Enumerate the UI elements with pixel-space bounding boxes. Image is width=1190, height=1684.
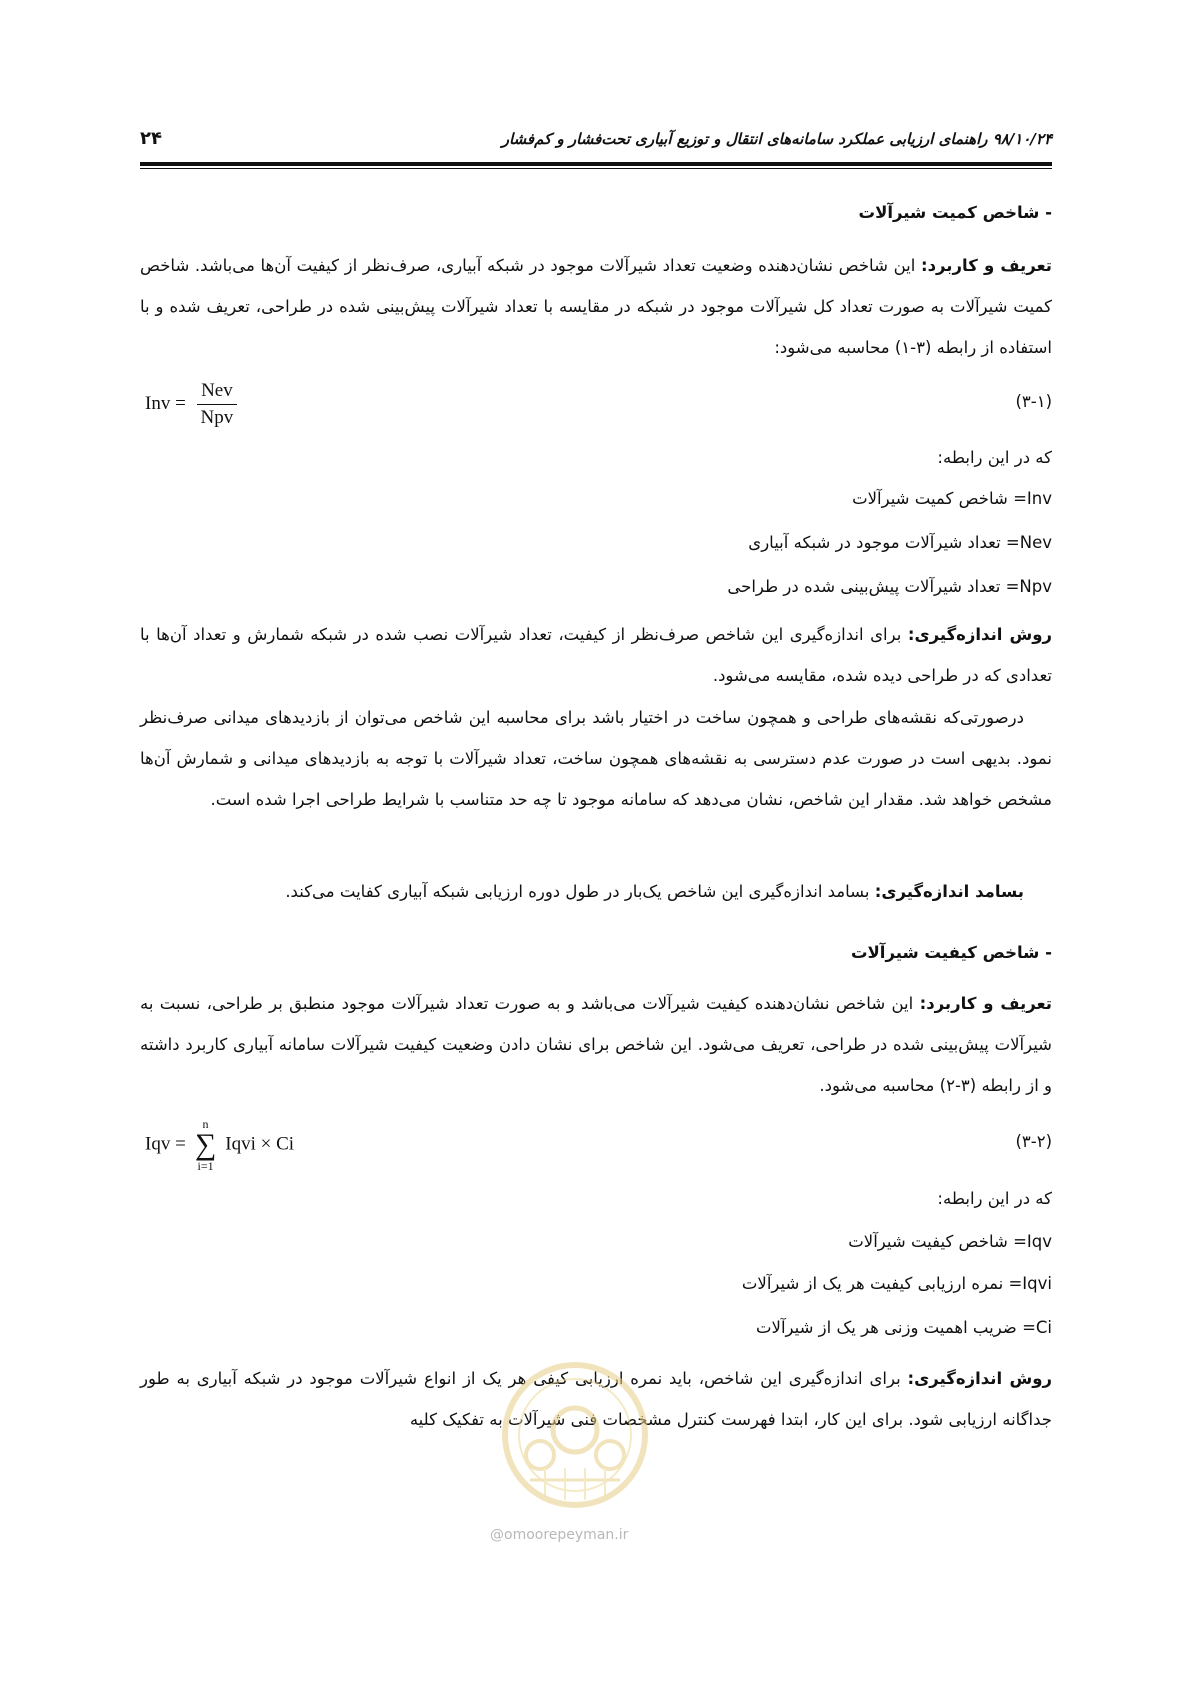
- where-label: که در این رابطه:: [937, 448, 1052, 467]
- variable-symbol: Ci: [1035, 1318, 1052, 1337]
- frequency-text: بسامد اندازه‌گیری این شاخص یک‌بار در طول دوره ارزیابی شبکه آبیاری کفایت می‌کند.: [285, 882, 875, 901]
- definition-text: این شاخص نشان‌دهنده کیفیت شیرآلات می‌باشد و به صورت تعداد شیرآلات موجود منطبق بر طراحی، نسبت به شیرآلات پیش‌بینی شده در طراحی، تعریف می‌شود. این شاخص برای نشان دادن وضعیت کیفیت شیرآلات سامانه آبیاری کاربرد داشته و از رابطه (۳-۲) محاسبه می‌شود.: [140, 994, 1052, 1095]
- equation-denominator: Npv: [200, 407, 234, 428]
- definition-label: تعریف و کاربرد:: [920, 256, 1052, 275]
- variable-definition: [848, 1232, 1052, 1251]
- equation-3-1: [145, 380, 237, 429]
- variable-desc: = شاخص کمیت شیرآلات: [852, 489, 1027, 508]
- variable-definition: [727, 577, 1052, 596]
- variable-symbol: Iqvi: [1022, 1274, 1052, 1293]
- method-label: روش اندازه‌گیری:: [907, 625, 1052, 644]
- definition-paragraph-2: [140, 983, 1052, 1106]
- section-heading-valve-quality: - شاخص کیفیت شیرآلات: [850, 943, 1052, 962]
- body-paragraph: درصورتی‌که نقشه‌های طراحی و همچون ساخت در اختیار باشد برای محاسبه این شاخص می‌توان از بازدیدهای میدانی صرف‌نظر نمود. بدیهی است در صورت عدم دسترسی به نقشه‌های همچون ساخت، تعداد شیرآلات با توجه به بازدیدهای میدانی و شمارش آن‌ها مشخص خواهد شد. مقدار این شاخص، نشان می‌دهد که سامانه موجود تا چه حد متناسب با شرایط طراحی اجرا شده است.: [140, 708, 1052, 809]
- variable-desc: = نمره ارزیابی کیفیت هر یک از شیرآلات: [741, 1274, 1023, 1293]
- definition-text: این شاخص نشان‌دهنده وضعیت تعداد شیرآلات موجود در شبکه آبیاری، صرف‌نظر از کیفیت آن‌ها می‌باشد. شاخص کمیت شیرآلات به صورت تعداد کل شیرآلات موجود در شبکه در مقایسه با تعداد شیرآلات پیش‌بینی شده در طراحی، تعریف شده و با استفاده از رابطه (۳-۱) محاسبه می‌شود:: [140, 256, 1052, 357]
- equation-fraction: [197, 380, 238, 429]
- variable-definition: [742, 1274, 1052, 1293]
- variable-desc: = شاخص کیفیت شیرآلات: [848, 1232, 1027, 1251]
- variable-definition: [748, 533, 1052, 552]
- equation-body: Iqvi × Ci: [225, 1133, 295, 1155]
- frequency-paragraph: [140, 871, 1052, 912]
- header-rule-thick: [140, 162, 1052, 166]
- page-header: [140, 128, 1052, 152]
- page-number: ۲۴: [140, 128, 162, 149]
- definition-paragraph-1: [140, 245, 1052, 368]
- equation-3-2: [145, 1118, 294, 1172]
- summation-symbol: n ∑ i=1: [193, 1118, 219, 1172]
- equation-lhs: Iqv =: [145, 1133, 186, 1155]
- where-label: که در این رابطه:: [937, 1189, 1052, 1208]
- variable-symbol: Nev: [1019, 533, 1052, 552]
- definition-label: تعریف و کاربرد:: [919, 994, 1052, 1013]
- variable-symbol: Npv: [1019, 577, 1052, 596]
- equation-lhs: Inv =: [145, 392, 186, 414]
- equation-numerator: Nev: [197, 380, 238, 405]
- variable-desc: = تعداد شیرآلات پیش‌بینی شده در طراحی: [727, 577, 1020, 596]
- watermark-seal-icon: [500, 1360, 650, 1510]
- method-label: روش اندازه‌گیری:: [907, 1369, 1052, 1388]
- variable-symbol: Inv: [1026, 489, 1052, 508]
- method-paragraph-1: [140, 614, 1052, 696]
- variable-desc: = ضریب اهمیت وزنی هر یک از شیرآلات: [756, 1318, 1036, 1337]
- header-rule-thin: [140, 168, 1052, 169]
- method-text: برای اندازه‌گیری این شاخص صرف‌نظر از کیفیت، تعداد شیرآلات نصب شده در شبکه شمارش و تعداد آن‌ها با تعدادی که در طراحی دیده شده، مقایسه می‌شود.: [140, 625, 1052, 685]
- summation-upper: n: [202, 1117, 209, 1131]
- variable-desc: = تعداد شیرآلات موجود در شبکه آبیاری: [748, 533, 1020, 552]
- running-title: ۹۸/۱۰/۲۴ راهنمای ارزیابی عملکرد سامانه‌های انتقال و توزیع آبیاری تحت‌فشار و کم‌فشار: [501, 130, 1052, 148]
- equation-number: (۳-۲): [1015, 1132, 1052, 1151]
- variable-symbol: Iqv: [1026, 1232, 1052, 1251]
- frequency-label: بسامد اندازه‌گیری:: [874, 882, 1024, 901]
- variable-definition: [852, 489, 1052, 508]
- equation-number: (۳-۱): [1015, 392, 1052, 411]
- section-heading-valve-quantity: - شاخص کمیت شیرآلات: [858, 203, 1052, 222]
- method-text: برای اندازه‌گیری این شاخص، باید نمره ارزیابی کیفی هر یک از انواع شیرآلات موجود در شبکه آبیاری به طور جداگانه ارزیابی شود. برای این کار، ابتدا فهرست کنترل مشخصات فنی شیرآلات به تفکیک کلیه: [140, 1369, 1052, 1429]
- watermark-url: @omoorepeyman.ir: [490, 1527, 629, 1543]
- variable-definition: [756, 1318, 1052, 1337]
- summation-lower: i=1: [197, 1159, 214, 1173]
